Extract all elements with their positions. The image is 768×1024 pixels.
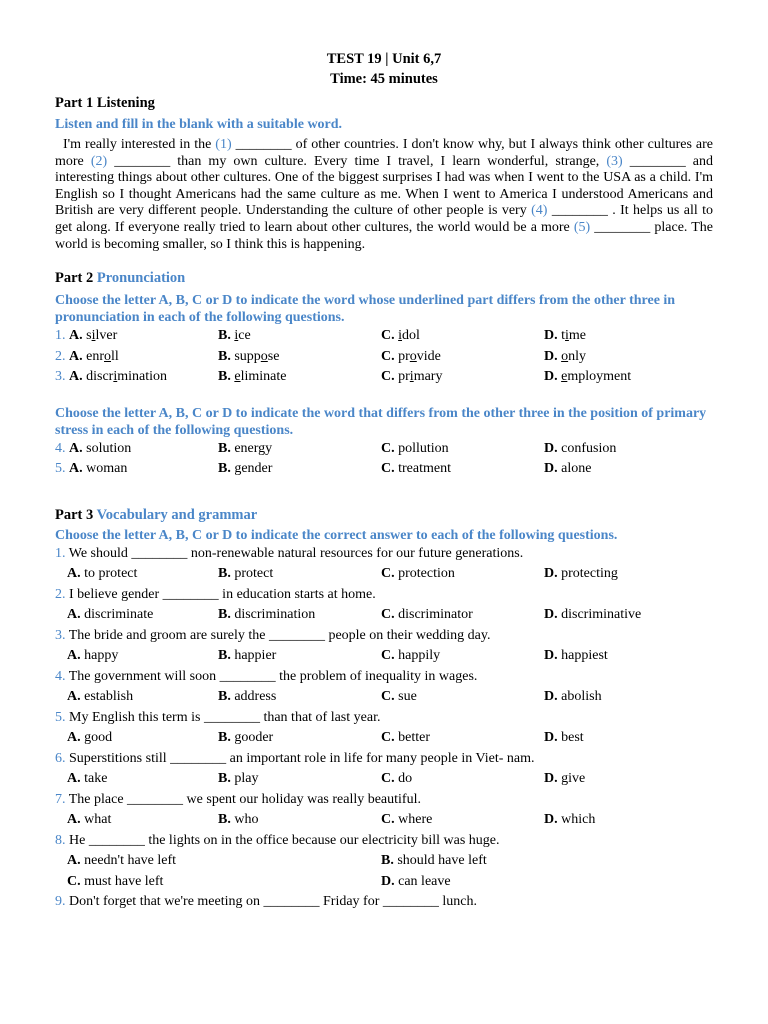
part3-topic: Vocabulary and grammar: [96, 506, 258, 523]
question-number: 5.: [55, 461, 69, 477]
option-letter: D.: [544, 812, 562, 828]
passage-text: ________ place. The world is becoming smaller, so I think this is happening.: [55, 219, 714, 252]
option-letter: B.: [218, 607, 235, 623]
question-stem: [55, 749, 713, 770]
test-time: Time: 45 minutes: [330, 71, 438, 87]
listening-passage: [55, 137, 713, 253]
question-stem: [55, 892, 713, 913]
option: [381, 459, 544, 480]
answer-options-row: [55, 564, 713, 585]
answer-option: [218, 605, 381, 626]
answer-option: [381, 646, 544, 667]
option-letter: A.: [69, 369, 87, 385]
answer-options-row: [55, 728, 713, 749]
question-stem: [55, 544, 713, 565]
underlined-letter: o: [561, 348, 569, 364]
question-number: 2.: [55, 586, 69, 602]
answer-option: [381, 872, 707, 893]
option-text: to protect: [84, 566, 138, 582]
option-letter: D.: [544, 369, 562, 385]
underlined-letter: i: [234, 328, 239, 344]
test-title: TEST 19 | Unit 6,7: [326, 51, 442, 67]
option-word: alone: [561, 461, 592, 477]
question-stem: [55, 831, 713, 852]
option-letter: D.: [544, 689, 562, 705]
pronunciation-question-row: [55, 367, 713, 388]
option-letter: D.: [544, 771, 562, 787]
option: [381, 326, 544, 347]
option-letter: A.: [67, 812, 85, 828]
option-text: discrimination: [234, 607, 316, 623]
blank-number: (3): [606, 153, 623, 169]
option-letter: A.: [67, 689, 85, 705]
question-stem: [55, 626, 713, 647]
stress-question-row: [55, 439, 713, 460]
option-text: should have left: [397, 853, 487, 869]
option-letter: D.: [544, 440, 562, 456]
question-text: Don't forget that we're meeting on ________ Friday for ________ lunch.: [69, 894, 477, 910]
option-word: suppose: [234, 348, 280, 364]
option-word: energy: [234, 440, 273, 456]
option-text: abolish: [561, 689, 602, 705]
answer-option: [544, 605, 707, 626]
option-letter: C.: [381, 566, 399, 582]
option: [544, 326, 707, 347]
option-text: gooder: [234, 730, 274, 746]
option-letter: C.: [381, 648, 399, 664]
option-letter: A.: [67, 607, 85, 623]
answer-option: [67, 851, 381, 872]
option-letter: D.: [544, 607, 562, 623]
option-letter: C.: [67, 873, 85, 889]
option-word: ice: [234, 328, 251, 344]
answer-options-row: [55, 851, 713, 872]
answer-option: [381, 564, 544, 585]
pronunciation-question-row: [55, 326, 713, 347]
option: [218, 459, 381, 480]
option-text: good: [84, 730, 113, 746]
question-number: 1.: [55, 545, 69, 561]
option-word: primary: [398, 369, 443, 385]
underlined-letter: i: [398, 328, 403, 344]
option-text: happily: [398, 648, 441, 664]
option-text: protecting: [561, 566, 618, 582]
option: [381, 439, 544, 460]
passage-text: ________ of other countries. I don't know why, but I always think other cultures are more: [55, 137, 713, 169]
option-text: address: [234, 689, 277, 705]
option-letter: C.: [381, 607, 399, 623]
option-letter: B.: [218, 440, 235, 456]
option-letter: B.: [218, 461, 235, 477]
option-letter: B.: [218, 348, 235, 364]
option-letter: B.: [218, 328, 235, 344]
part2-instruction-stress: Choose the letter A, B, C or D to indicate the word that differs from the other three in the position of primary stress in each of the following questions.: [55, 405, 707, 438]
part2-topic: Pronunciation: [96, 270, 186, 287]
answer-option: [544, 646, 707, 667]
option-text: discriminative: [561, 607, 642, 623]
option-text: play: [234, 771, 259, 787]
option: [544, 459, 707, 480]
option-letter: A.: [67, 566, 85, 582]
answer-option: [67, 605, 218, 626]
question-number: 8.: [55, 832, 69, 848]
option-letter: A.: [67, 853, 85, 869]
part2-label: Part 2: [55, 270, 94, 287]
question-text: The government will soon ________ the problem of inequality in wages.: [68, 668, 478, 684]
underlined-letter: i: [409, 369, 414, 385]
question-stem: [55, 667, 713, 688]
blank-number: (5): [573, 219, 591, 235]
option-word: confusion: [561, 440, 617, 456]
option-text: must have left: [84, 873, 164, 889]
option-letter: A.: [69, 440, 87, 456]
option-text: who: [234, 812, 259, 828]
option-text: happiest: [561, 648, 608, 664]
question-text: He ________ the lights on in the office because our electricity bill was huge.: [69, 832, 500, 848]
option-letter: D.: [544, 461, 562, 477]
option-text: discriminator: [398, 607, 473, 623]
underlined-letter: i: [91, 328, 96, 344]
question-number: 1.: [55, 328, 69, 344]
answer-options-row: [55, 872, 713, 893]
option-letter: C.: [381, 461, 399, 477]
question-text: The bride and groom are surely the ________ people on their wedding day.: [68, 627, 491, 643]
option-text: sue: [398, 689, 417, 705]
passage-text: ________ . It helps us all to get along. If everyone really tried to learn about other cultures, the world would be a more: [55, 203, 714, 235]
part1-heading: Part 1 Listening: [55, 95, 155, 111]
option-letter: B.: [218, 648, 235, 664]
option-word: treatment: [398, 461, 451, 477]
answer-option: [381, 687, 544, 708]
answer-option: [381, 605, 544, 626]
option-letter: C.: [381, 440, 399, 456]
option-text: take: [84, 771, 108, 787]
question-stem: [55, 790, 713, 811]
option-letter: D.: [544, 566, 562, 582]
underlined-letter: i: [565, 328, 569, 344]
option: [55, 367, 218, 388]
answer-options-row: [55, 687, 713, 708]
option-letter: D.: [544, 648, 562, 664]
question-text: Superstitions still ________ an important role in life for many people in Viet- nam.: [69, 750, 535, 766]
part1-instruction: Listen and fill in the blank with a suitable word.: [55, 117, 343, 132]
option: [381, 347, 544, 368]
question-number: 9.: [55, 894, 69, 910]
underlined-letter: o: [104, 348, 112, 364]
option-word: pollution: [398, 440, 449, 456]
answer-option: [67, 769, 218, 790]
part2-instruction-pronunciation: Choose the letter A, B, C or D to indicate the word whose underlined part differs from the other three in pronunciation in each of the following questions.: [55, 293, 676, 326]
part3-heading: [55, 507, 713, 524]
option-letter: C.: [381, 328, 399, 344]
answer-options-row: [55, 646, 713, 667]
option-text: protect: [234, 566, 274, 582]
underlined-letter: e: [561, 369, 568, 385]
option-word: silver: [86, 328, 118, 344]
option-text: do: [398, 771, 413, 787]
answer-option: [544, 687, 707, 708]
option-text: happy: [84, 648, 119, 664]
option-text: what: [84, 812, 112, 828]
option-letter: C.: [381, 689, 399, 705]
blank-number: (4): [531, 203, 548, 219]
question-number: 2.: [55, 348, 69, 364]
option-text: can leave: [398, 873, 451, 889]
option-word: time: [561, 328, 587, 344]
option-word: idol: [398, 328, 420, 344]
option-letter: B.: [218, 812, 235, 828]
question-stem: [55, 585, 713, 606]
option: [55, 326, 218, 347]
question-number: 5.: [55, 709, 69, 725]
answer-option: [381, 728, 544, 749]
question-number: 4.: [55, 440, 69, 456]
option: [55, 439, 218, 460]
question-text: My English this term is ________ than that of last year.: [69, 709, 381, 725]
answer-option: [218, 769, 381, 790]
answer-option: [544, 769, 707, 790]
option-letter: A.: [69, 328, 87, 344]
answer-option: [218, 810, 381, 831]
question-text: We should ________ non-renewable natural resources for our future generations.: [68, 545, 524, 561]
option-word: employment: [561, 369, 632, 385]
option-letter: C.: [381, 369, 399, 385]
option-letter: B.: [381, 853, 398, 869]
answer-option: [381, 769, 544, 790]
option-letter: A.: [69, 461, 87, 477]
stress-question-row: [55, 459, 713, 480]
answer-option: [381, 810, 544, 831]
option-letter: B.: [218, 689, 235, 705]
option-text: give: [561, 771, 586, 787]
answer-option: [67, 564, 218, 585]
option-letter: C.: [381, 771, 399, 787]
answer-option: [67, 872, 381, 893]
passage-text: ________ and interesting things about other cultures. One of the biggest surprises I had was when I went to the USA as a child. I'm English so I thought Americans had the same culture as me. When I went to America I understood Americans and British are very different people. Understanding the culture of other people is very: [55, 153, 714, 219]
answer-option: [218, 646, 381, 667]
answer-options-row: [55, 769, 713, 790]
option: [55, 347, 218, 368]
option-letter: D.: [544, 328, 562, 344]
passage-text: I'm really interested in the: [62, 137, 216, 152]
option-letter: B.: [218, 771, 235, 787]
answer-option: [218, 687, 381, 708]
blank-number: (1): [215, 137, 232, 152]
option: [218, 326, 381, 347]
option-text: discriminate: [84, 607, 154, 623]
option-word: enroll: [86, 348, 119, 364]
option-text: protection: [398, 566, 455, 582]
option-word: only: [561, 348, 587, 364]
pronunciation-questions: [55, 326, 713, 388]
answer-option: [67, 687, 218, 708]
option-letter: B.: [218, 566, 235, 582]
option-letter: C.: [381, 730, 399, 746]
option: [544, 439, 707, 460]
option-letter: C.: [381, 348, 399, 364]
option-word: eliminate: [234, 369, 287, 385]
option-word: discrimination: [86, 369, 168, 385]
answer-option: [381, 851, 707, 872]
question-number: 7.: [55, 791, 69, 807]
question-text: The place ________ we spent our holiday was really beautiful.: [68, 791, 421, 807]
answer-option: [218, 728, 381, 749]
option-letter: D.: [381, 873, 399, 889]
option-text: better: [398, 730, 430, 746]
option-letter: C.: [381, 812, 399, 828]
part3-instruction: Choose the letter A, B, C or D to indicate the correct answer to each of the following questions.: [55, 527, 618, 543]
option-letter: D.: [544, 730, 562, 746]
option-letter: B.: [218, 369, 235, 385]
question-number: 3.: [55, 369, 69, 385]
option-text: establish: [84, 689, 134, 705]
question-stem: [55, 708, 713, 729]
option: [218, 439, 381, 460]
option-word: gender: [234, 461, 273, 477]
answer-option: [218, 564, 381, 585]
option: [544, 367, 707, 388]
question-text: I believe gender ________ in education starts at home.: [69, 586, 376, 602]
option: [55, 459, 218, 480]
option-word: solution: [86, 440, 132, 456]
option: [381, 367, 544, 388]
blank-number: (2): [90, 153, 108, 169]
option-text: needn't have left: [84, 853, 177, 869]
option-letter: A.: [69, 348, 87, 364]
option-text: which: [561, 812, 596, 828]
answer-option: [67, 728, 218, 749]
underlined-letter: e: [234, 369, 241, 385]
stress-questions: [55, 439, 713, 480]
answer-option: [544, 564, 707, 585]
option-letter: A.: [67, 730, 85, 746]
option-letter: A.: [67, 771, 85, 787]
option-word: woman: [86, 461, 128, 477]
worksheet-page: [55, 49, 713, 913]
question-number: 4.: [55, 668, 69, 684]
option-word: provide: [398, 348, 441, 364]
option: [544, 347, 707, 368]
option-text: happier: [234, 648, 277, 664]
option: [218, 367, 381, 388]
underlined-letter: i: [113, 369, 118, 385]
option-text: where: [398, 812, 433, 828]
answer-option: [67, 810, 218, 831]
question-number: 6.: [55, 750, 69, 766]
part3-label: Part 3: [55, 506, 94, 523]
pronunciation-question-row: [55, 347, 713, 368]
answer-option: [544, 728, 707, 749]
option-letter: A.: [67, 648, 85, 664]
answer-options-row: [55, 810, 713, 831]
question-number: 3.: [55, 627, 69, 643]
underlined-letter: o: [409, 348, 417, 364]
answer-option: [544, 810, 707, 831]
option-letter: B.: [218, 730, 235, 746]
option-letter: D.: [544, 348, 562, 364]
option-text: best: [561, 730, 584, 746]
answer-options-row: [55, 605, 713, 626]
part2-heading: [55, 270, 713, 287]
answer-option: [67, 646, 218, 667]
option: [218, 347, 381, 368]
grammar-questions: [55, 544, 713, 913]
passage-text: ________ than my own culture. Every time I travel, I learn wonderful, strange,: [107, 153, 607, 169]
underlined-letter: o: [260, 348, 268, 364]
